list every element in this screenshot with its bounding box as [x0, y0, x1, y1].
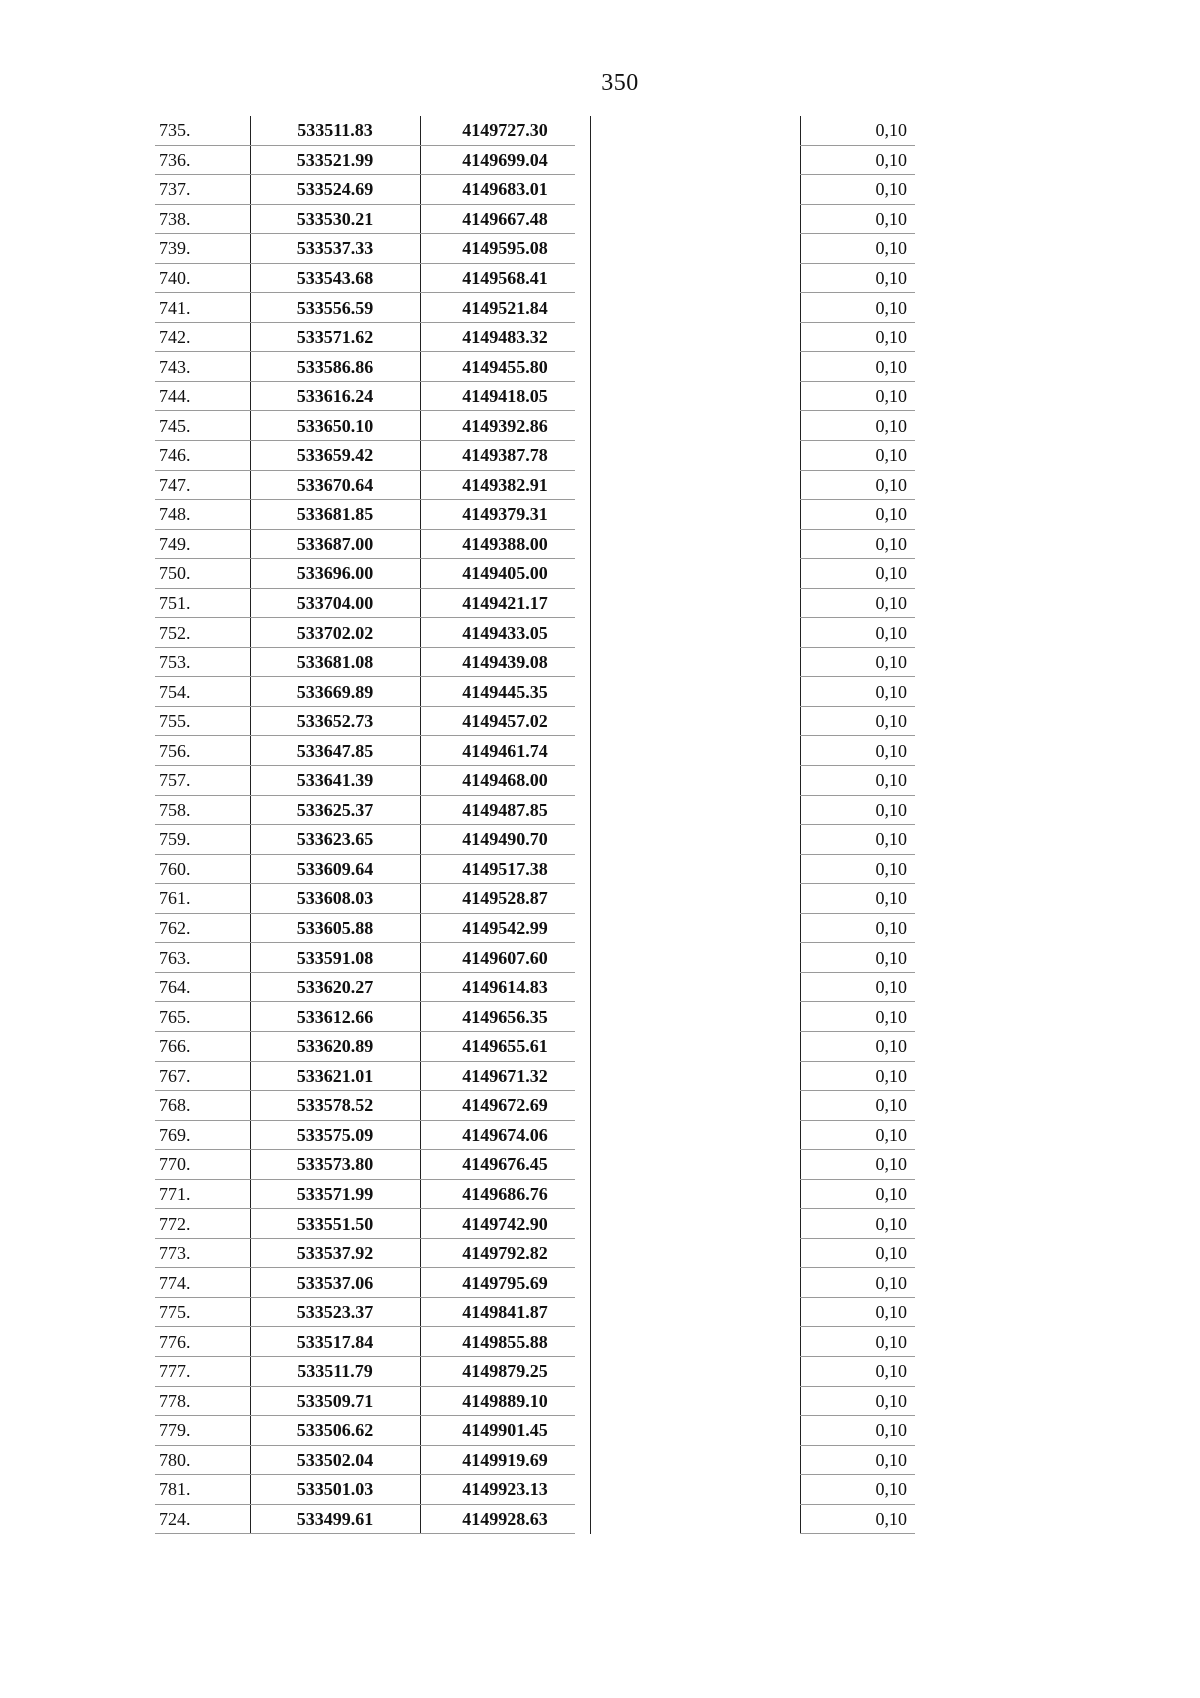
- x-coordinate-cell: 533702.02: [296, 622, 374, 643]
- point-number-cell: 757.: [159, 770, 191, 791]
- coordinates-table: [155, 116, 915, 1534]
- tolerance-cell: 0,10: [875, 947, 907, 968]
- tolerance-cell: 0,10: [875, 1036, 907, 1057]
- point-number-cell: 766.: [159, 1036, 191, 1057]
- table-row: [155, 293, 915, 323]
- y-coordinate-cell: 4149379.31: [462, 504, 548, 525]
- y-coordinate-cell: 4149674.06: [462, 1124, 548, 1145]
- tolerance-cell: 0,10: [875, 179, 907, 200]
- point-number-cell: 744.: [159, 386, 191, 407]
- tolerance-cell: 0,10: [875, 740, 907, 761]
- table-row: [155, 1121, 915, 1151]
- x-coordinate-cell: 533506.62: [296, 1420, 374, 1441]
- tolerance-cell: 0,10: [875, 120, 907, 141]
- point-number-cell: 771.: [159, 1183, 191, 1204]
- point-number-cell: 742.: [159, 327, 191, 348]
- table-row: [155, 1357, 915, 1387]
- y-coordinate-cell: 4149841.87: [462, 1302, 548, 1323]
- table-row: [155, 1268, 915, 1298]
- x-coordinate-cell: 533650.10: [296, 415, 374, 436]
- y-coordinate-cell: 4149521.84: [462, 297, 548, 318]
- tolerance-cell: 0,10: [875, 445, 907, 466]
- table-row: [155, 1416, 915, 1446]
- tolerance-cell: 0,10: [875, 1183, 907, 1204]
- y-coordinate-cell: 4149490.70: [462, 829, 548, 850]
- x-coordinate-cell: 533609.64: [296, 858, 374, 879]
- table-row: [155, 175, 915, 205]
- y-coordinate-cell: 4149382.91: [462, 474, 548, 495]
- table-row: [155, 411, 915, 441]
- y-coordinate-cell: 4149528.87: [462, 888, 548, 909]
- tolerance-cell: 0,10: [875, 1243, 907, 1264]
- y-coordinate-cell: 4149461.74: [462, 740, 548, 761]
- page-number: 350: [601, 70, 639, 96]
- table-row: [155, 736, 915, 766]
- point-number-cell: 777.: [159, 1361, 191, 1382]
- table-row: [155, 589, 915, 619]
- x-coordinate-cell: 533537.33: [296, 238, 374, 259]
- tolerance-cell: 0,10: [875, 918, 907, 939]
- tolerance-cell: 0,10: [875, 208, 907, 229]
- table-row: [155, 1150, 915, 1180]
- x-coordinate-cell: 533551.50: [296, 1213, 374, 1234]
- point-number-cell: 763.: [159, 947, 191, 968]
- table-row: [155, 234, 915, 264]
- table-row: [155, 352, 915, 382]
- y-coordinate-cell: 4149742.90: [462, 1213, 548, 1234]
- tolerance-cell: 0,10: [875, 593, 907, 614]
- point-number-cell: 779.: [159, 1420, 191, 1441]
- table-row: [155, 855, 915, 885]
- table-row: [155, 1091, 915, 1121]
- table-row: [155, 1475, 915, 1505]
- tolerance-cell: 0,10: [875, 1390, 907, 1411]
- x-coordinate-cell: 533501.03: [296, 1479, 374, 1500]
- table-row: [155, 323, 915, 353]
- tolerance-cell: 0,10: [875, 386, 907, 407]
- table-row: [155, 500, 915, 530]
- x-coordinate-cell: 533669.89: [296, 681, 374, 702]
- table-row: [155, 530, 915, 560]
- tolerance-cell: 0,10: [875, 829, 907, 850]
- tolerance-cell: 0,10: [875, 356, 907, 377]
- y-coordinate-cell: 4149928.63: [462, 1508, 548, 1529]
- tolerance-cell: 0,10: [875, 474, 907, 495]
- x-coordinate-cell: 533681.08: [296, 652, 374, 673]
- x-coordinate-cell: 533616.24: [296, 386, 374, 407]
- tolerance-cell: 0,10: [875, 1272, 907, 1293]
- x-coordinate-cell: 533659.42: [296, 445, 374, 466]
- y-coordinate-cell: 4149568.41: [462, 268, 548, 288]
- tolerance-cell: 0,10: [875, 504, 907, 525]
- point-number-cell: 746.: [159, 445, 191, 466]
- tolerance-cell: 0,10: [875, 1006, 907, 1027]
- y-coordinate-cell: 4149889.10: [462, 1390, 548, 1411]
- x-coordinate-cell: 533537.06: [296, 1272, 374, 1293]
- x-coordinate-cell: 533575.09: [296, 1124, 374, 1145]
- tolerance-cell: 0,10: [875, 977, 907, 998]
- x-coordinate-cell: 533586.86: [296, 356, 374, 377]
- table-row: [155, 1209, 915, 1239]
- table-row: [155, 1180, 915, 1210]
- point-number-cell: 724.: [159, 1508, 191, 1529]
- x-coordinate-cell: 533620.27: [296, 977, 374, 998]
- table-row: [155, 146, 915, 176]
- table-row: [155, 1327, 915, 1357]
- table-row: [155, 1032, 915, 1062]
- x-coordinate-cell: 533608.03: [296, 888, 374, 909]
- point-number-cell: 752.: [159, 622, 191, 643]
- tolerance-cell: 0,10: [875, 149, 907, 170]
- tolerance-cell: 0,10: [875, 1449, 907, 1470]
- table-row: [155, 825, 915, 855]
- table-row: [155, 205, 915, 235]
- tolerance-cell: 0,10: [875, 268, 907, 288]
- tolerance-cell: 0,10: [875, 1065, 907, 1086]
- point-number-cell: 776.: [159, 1331, 191, 1352]
- y-coordinate-cell: 4149517.38: [462, 858, 548, 879]
- y-coordinate-cell: 4149672.69: [462, 1095, 548, 1116]
- tolerance-cell: 0,10: [875, 1361, 907, 1382]
- y-coordinate-cell: 4149655.61: [462, 1036, 548, 1057]
- tolerance-cell: 0,10: [875, 1213, 907, 1234]
- tolerance-cell: 0,10: [875, 1154, 907, 1175]
- table-row: [155, 677, 915, 707]
- point-number-cell: 781.: [159, 1479, 191, 1500]
- x-coordinate-cell: 533571.62: [296, 327, 374, 348]
- table-row: [155, 264, 915, 294]
- point-number-cell: 735.: [159, 120, 191, 141]
- table-row: [155, 559, 915, 589]
- x-coordinate-cell: 533578.52: [296, 1095, 374, 1116]
- y-coordinate-cell: 4149387.78: [462, 445, 548, 466]
- tolerance-cell: 0,10: [875, 1124, 907, 1145]
- table-row: [155, 648, 915, 678]
- y-coordinate-cell: 4149699.04: [462, 149, 548, 170]
- x-coordinate-cell: 533502.04: [296, 1449, 374, 1470]
- tolerance-cell: 0,10: [875, 711, 907, 732]
- table-row: [155, 1002, 915, 1032]
- x-coordinate-cell: 533524.69: [296, 179, 374, 200]
- y-coordinate-cell: 4149667.48: [462, 208, 548, 229]
- x-coordinate-cell: 533499.61: [296, 1508, 374, 1529]
- point-number-cell: 753.: [159, 652, 191, 673]
- tolerance-cell: 0,10: [875, 622, 907, 643]
- y-coordinate-cell: 4149671.32: [462, 1065, 548, 1086]
- x-coordinate-cell: 533625.37: [296, 799, 374, 820]
- y-coordinate-cell: 4149919.69: [462, 1449, 548, 1470]
- x-coordinate-cell: 533621.01: [296, 1065, 374, 1086]
- table-row: [155, 884, 915, 914]
- y-coordinate-cell: 4149483.32: [462, 327, 548, 348]
- point-number-cell: 759.: [159, 829, 191, 850]
- table-row: [155, 382, 915, 412]
- tolerance-cell: 0,10: [875, 1331, 907, 1352]
- x-coordinate-cell: 533511.83: [297, 120, 373, 141]
- x-coordinate-cell: 533623.65: [296, 829, 374, 850]
- tolerance-cell: 0,10: [875, 1508, 907, 1529]
- y-coordinate-cell: 4149595.08: [462, 238, 548, 259]
- point-number-cell: 738.: [159, 208, 191, 229]
- tolerance-cell: 0,10: [875, 681, 907, 702]
- x-coordinate-cell: 533523.37: [296, 1302, 374, 1323]
- x-coordinate-cell: 533696.00: [296, 563, 374, 584]
- table-row: [155, 943, 915, 973]
- tolerance-cell: 0,10: [875, 297, 907, 318]
- point-number-cell: 756.: [159, 740, 191, 761]
- point-number-cell: 760.: [159, 858, 191, 879]
- point-number-cell: 773.: [159, 1243, 191, 1264]
- x-coordinate-cell: 533571.99: [296, 1183, 374, 1204]
- y-coordinate-cell: 4149795.69: [462, 1272, 548, 1293]
- x-coordinate-cell: 533605.88: [296, 918, 374, 939]
- table-row: [155, 1446, 915, 1476]
- point-number-cell: 747.: [159, 474, 191, 495]
- table-row: [155, 796, 915, 826]
- point-number-cell: 767.: [159, 1065, 191, 1086]
- x-coordinate-cell: 533681.85: [296, 504, 374, 525]
- x-coordinate-cell: 533612.66: [296, 1006, 374, 1027]
- x-coordinate-cell: 533543.68: [296, 268, 374, 288]
- y-coordinate-cell: 4149433.05: [462, 622, 548, 643]
- tolerance-cell: 0,10: [875, 799, 907, 820]
- point-number-cell: 739.: [159, 238, 191, 259]
- point-number-cell: 751.: [159, 593, 191, 614]
- y-coordinate-cell: 4149421.17: [462, 593, 548, 614]
- y-coordinate-cell: 4149923.13: [462, 1479, 548, 1500]
- table-row: [155, 618, 915, 648]
- point-number-cell: 769.: [159, 1124, 191, 1145]
- tolerance-cell: 0,10: [875, 858, 907, 879]
- y-coordinate-cell: 4149727.30: [462, 120, 548, 141]
- y-coordinate-cell: 4149686.76: [462, 1183, 548, 1204]
- point-number-cell: 775.: [159, 1302, 191, 1323]
- x-coordinate-cell: 533652.73: [296, 711, 374, 732]
- tolerance-cell: 0,10: [875, 888, 907, 909]
- tolerance-cell: 0,10: [875, 415, 907, 436]
- y-coordinate-cell: 4149676.45: [462, 1154, 548, 1175]
- point-number-cell: 780.: [159, 1449, 191, 1470]
- x-coordinate-cell: 533537.92: [296, 1243, 374, 1264]
- x-coordinate-cell: 533687.00: [296, 533, 374, 554]
- point-number-cell: 768.: [159, 1095, 191, 1116]
- x-coordinate-cell: 533556.59: [296, 297, 374, 318]
- x-coordinate-cell: 533670.64: [296, 474, 374, 495]
- x-coordinate-cell: 533620.89: [296, 1036, 374, 1057]
- y-coordinate-cell: 4149614.83: [462, 977, 548, 998]
- point-number-cell: 741.: [159, 297, 191, 318]
- point-number-cell: 736.: [159, 149, 191, 170]
- tolerance-cell: 0,10: [875, 1420, 907, 1441]
- y-coordinate-cell: 4149542.99: [462, 918, 548, 939]
- point-number-cell: 764.: [159, 977, 191, 998]
- y-coordinate-cell: 4149439.08: [462, 652, 548, 673]
- y-coordinate-cell: 4149683.01: [462, 179, 548, 200]
- x-coordinate-cell: 533517.84: [296, 1331, 374, 1352]
- y-coordinate-cell: 4149418.05: [462, 386, 548, 407]
- table-row: [155, 766, 915, 796]
- table-row: [155, 471, 915, 501]
- y-coordinate-cell: 4149468.00: [462, 770, 548, 791]
- x-coordinate-cell: 533647.85: [296, 740, 374, 761]
- y-coordinate-cell: 4149901.45: [462, 1420, 548, 1441]
- point-number-cell: 737.: [159, 179, 191, 200]
- tolerance-cell: 0,10: [875, 652, 907, 673]
- tolerance-cell: 0,10: [875, 1479, 907, 1500]
- tolerance-cell: 0,10: [875, 1302, 907, 1323]
- tolerance-cell: 0,10: [875, 238, 907, 259]
- point-number-cell: 770.: [159, 1154, 191, 1175]
- tolerance-cell: 0,10: [875, 1095, 907, 1116]
- point-number-cell: 778.: [159, 1390, 191, 1411]
- x-coordinate-cell: 533511.79: [297, 1361, 373, 1382]
- x-coordinate-cell: 533530.21: [296, 208, 374, 229]
- point-number-cell: 765.: [159, 1006, 191, 1027]
- y-coordinate-cell: 4149388.00: [462, 533, 548, 554]
- tolerance-cell: 0,10: [875, 563, 907, 584]
- x-coordinate-cell: 533573.80: [296, 1154, 374, 1175]
- table-row: [155, 1298, 915, 1328]
- point-number-cell: 743.: [159, 356, 191, 377]
- y-coordinate-cell: 4149445.35: [462, 681, 548, 702]
- x-coordinate-cell: 533521.99: [296, 149, 374, 170]
- point-number-cell: 754.: [159, 681, 191, 702]
- y-coordinate-cell: 4149392.86: [462, 415, 548, 436]
- x-coordinate-cell: 533509.71: [296, 1390, 374, 1411]
- x-coordinate-cell: 533591.08: [296, 947, 374, 968]
- y-coordinate-cell: 4149607.60: [462, 947, 548, 968]
- table-row: [155, 1062, 915, 1092]
- tolerance-cell: 0,10: [875, 327, 907, 348]
- y-coordinate-cell: 4149656.35: [462, 1006, 548, 1027]
- point-number-cell: 749.: [159, 533, 191, 554]
- point-number-cell: 772.: [159, 1213, 191, 1234]
- table-row: [155, 116, 915, 146]
- y-coordinate-cell: 4149855.88: [462, 1331, 548, 1352]
- table-row: [155, 1387, 915, 1417]
- y-coordinate-cell: 4149405.00: [462, 563, 548, 584]
- y-coordinate-cell: 4149879.25: [462, 1361, 548, 1382]
- y-coordinate-cell: 4149457.02: [462, 711, 548, 732]
- point-number-cell: 774.: [159, 1272, 191, 1293]
- point-number-cell: 750.: [159, 563, 191, 584]
- x-coordinate-cell: 533641.39: [296, 770, 374, 791]
- table-row: [155, 707, 915, 737]
- tolerance-cell: 0,10: [875, 770, 907, 791]
- table-row: [155, 441, 915, 471]
- table-row: [155, 1505, 915, 1535]
- table-row: [155, 973, 915, 1003]
- point-number-cell: 758.: [159, 799, 191, 820]
- table-row: [155, 914, 915, 944]
- point-number-cell: 748.: [159, 504, 191, 525]
- point-number-cell: 745.: [159, 415, 191, 436]
- point-number-cell: 762.: [159, 918, 191, 939]
- y-coordinate-cell: 4149792.82: [462, 1243, 548, 1264]
- point-number-cell: 755.: [159, 711, 191, 732]
- y-coordinate-cell: 4149487.85: [462, 799, 548, 820]
- table-row: [155, 1239, 915, 1269]
- y-coordinate-cell: 4149455.80: [462, 356, 548, 377]
- x-coordinate-cell: 533704.00: [296, 593, 374, 614]
- point-number-cell: 761.: [159, 888, 191, 909]
- tolerance-cell: 0,10: [875, 533, 907, 554]
- point-number-cell: 740.: [159, 268, 191, 288]
